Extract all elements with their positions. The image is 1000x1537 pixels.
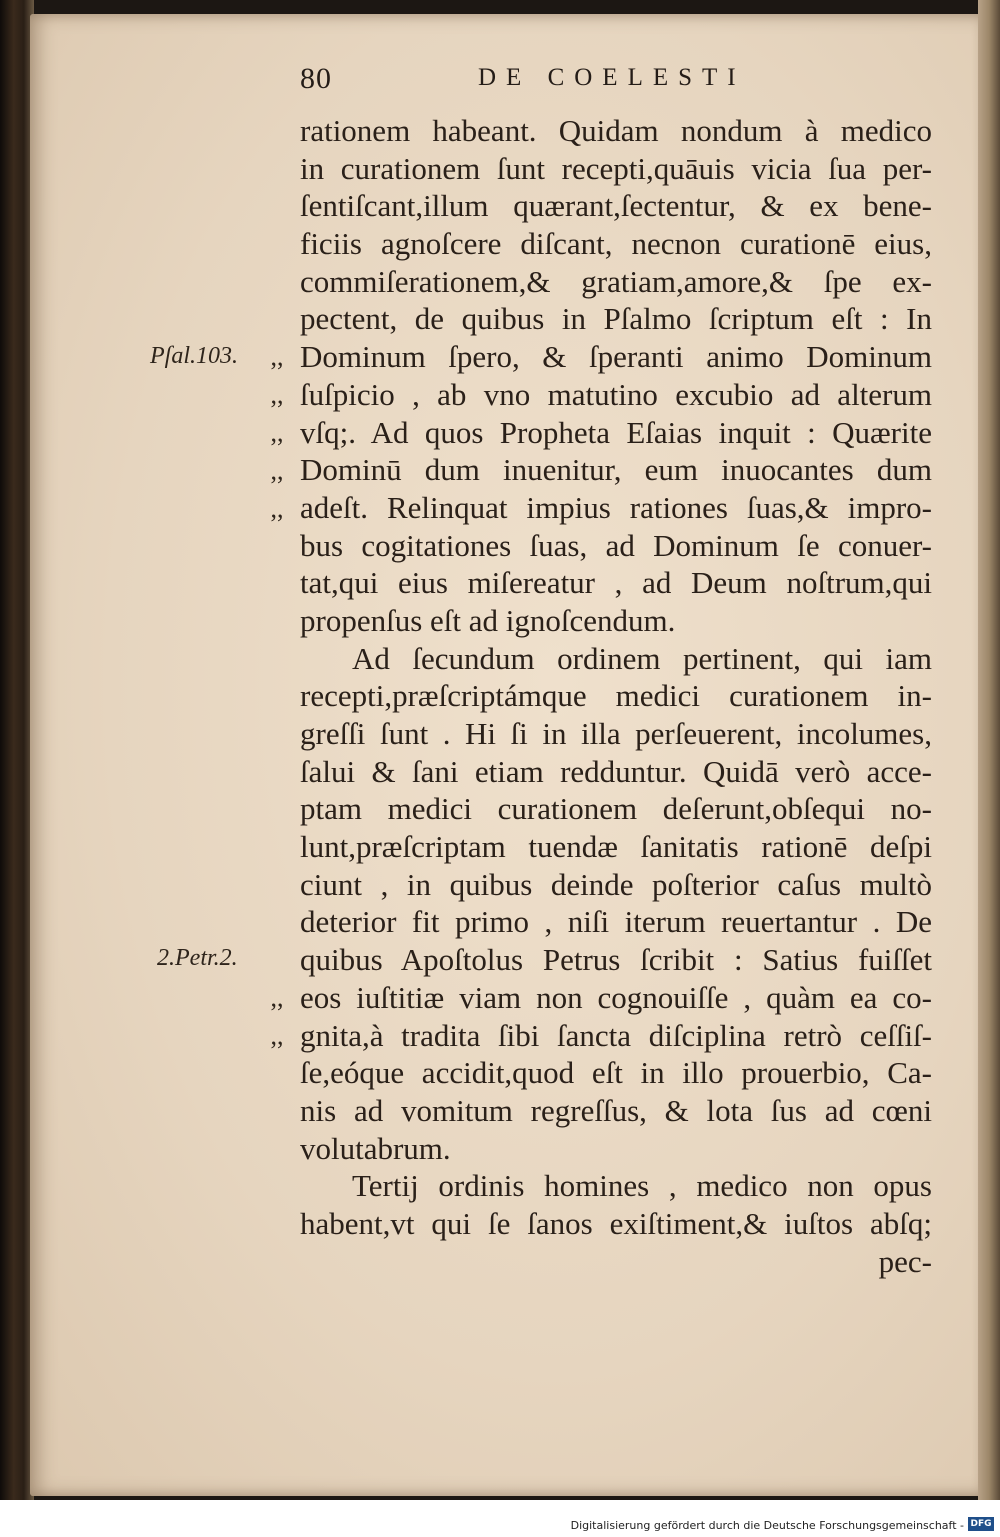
marginal-note-psalm: Pſal.103. [150,343,238,369]
text-line: ſe,eóque accidit,quod eſt in illo prouerbio, Ca- [300,1055,932,1091]
text-line: ptam medici curationem deſerunt,obſequi no- [300,791,932,827]
running-title: DE COELESTI [478,64,746,91]
quote-mark: ,, [270,380,284,409]
text-line: commiſerationem,& gratiam,amore,& ſpe ex- [300,263,932,299]
digitization-credit: Digitalisierung gefördert durch die Deutsche Forschungsgemeinschaft - [570,1519,964,1532]
text-line: greſſi ſunt . Hi ſi in illa perſeuerent, incolumes, [300,716,932,751]
text-line: ciunt , in quibus deinde poſterior caſus multò [300,866,932,902]
text-line: ſuſpicio , ab vno matutino excubio ad alterum [300,376,932,412]
text-line: lunt,præſcriptam tuendæ ſanitatis rationē deſpi [300,829,932,865]
quote-mark: ,, [270,983,284,1012]
text-line: Tertij ordinis homines , medico non opus [352,1168,932,1204]
catchword: pec- [878,1243,932,1279]
quote-mark: ,, [270,342,284,371]
book-binding-left [0,0,34,1500]
text-line: propenſus eſt ad ignoſcendum. [300,602,676,638]
quote-mark: ,, [270,456,284,485]
text-line: in curationem ſunt recepti,quāuis vicia ſua per- [300,150,932,186]
text-line: deterior fit primo , niſi iterum reuertantur . De [300,904,932,940]
text-line: ſentiſcant,illum quærant,ſectentur, & ex bene- [300,188,932,224]
text-line: adeſt. Relinquat impius rationes ſuas,& impro- [300,489,932,525]
text-line: bus cogitationes ſuas, ad Dominum ſe conuer- [300,527,932,563]
text-line: nis ad vomitum regreſſus, & lota ſus ad cœni [300,1092,932,1128]
body-text [300,112,932,1280]
text-line: volutabrum. [300,1130,451,1166]
text-line: quibus Apoſtolus Petrus ſcribit : Satius fuiſſet [300,942,932,978]
text-line: pectent, de quibus in Pſalmo ſcriptum eſt : In [300,301,932,337]
text-line: ficiis agnoſcere diſcant, necnon curationē eius, [300,226,932,262]
text-line: ſalui & ſani etiam redduntur. Quidā verò acce- [300,753,932,789]
marginal-note-peter: 2.Petr.2. [157,945,238,971]
book-binding-right [978,0,1000,1500]
text-line: Dominū dum inuenitur, eum inuocantes dum [300,452,932,488]
text-line: vſq;. Ad quos Propheta Eſaias inquit : Quærite [300,414,932,450]
dfg-logo-icon: DFG [968,1517,994,1531]
page-number: 80 [300,62,332,95]
text-line: tat,qui eius miſereatur , ad Deum noſtrum,qui [300,565,932,601]
text-line: habent,vt qui ſe ſanos exiſtiment,& iuſtos abſq; [300,1205,932,1241]
text-line: recepti,præſcriptámque medici curationem in- [300,678,932,714]
text-line: eos iuſtitiæ viam non cognouiſſe , quàm ea co- [300,979,932,1015]
quote-mark: ,, [270,418,284,447]
text-line: Ad ſecundum ordinem pertinent, qui iam [352,640,932,676]
page-header [300,62,760,102]
text-line: rationem habeant. Quidam nondum à medico [300,113,932,148]
text-line: Dominum ſpero, & ſperanti animo Dominum [300,339,932,375]
quote-mark: ,, [270,494,284,523]
quote-mark: ,, [270,1021,284,1050]
text-line: gnita,à tradita ſibi ſancta diſciplina retrò ceſſiſ- [300,1017,932,1053]
